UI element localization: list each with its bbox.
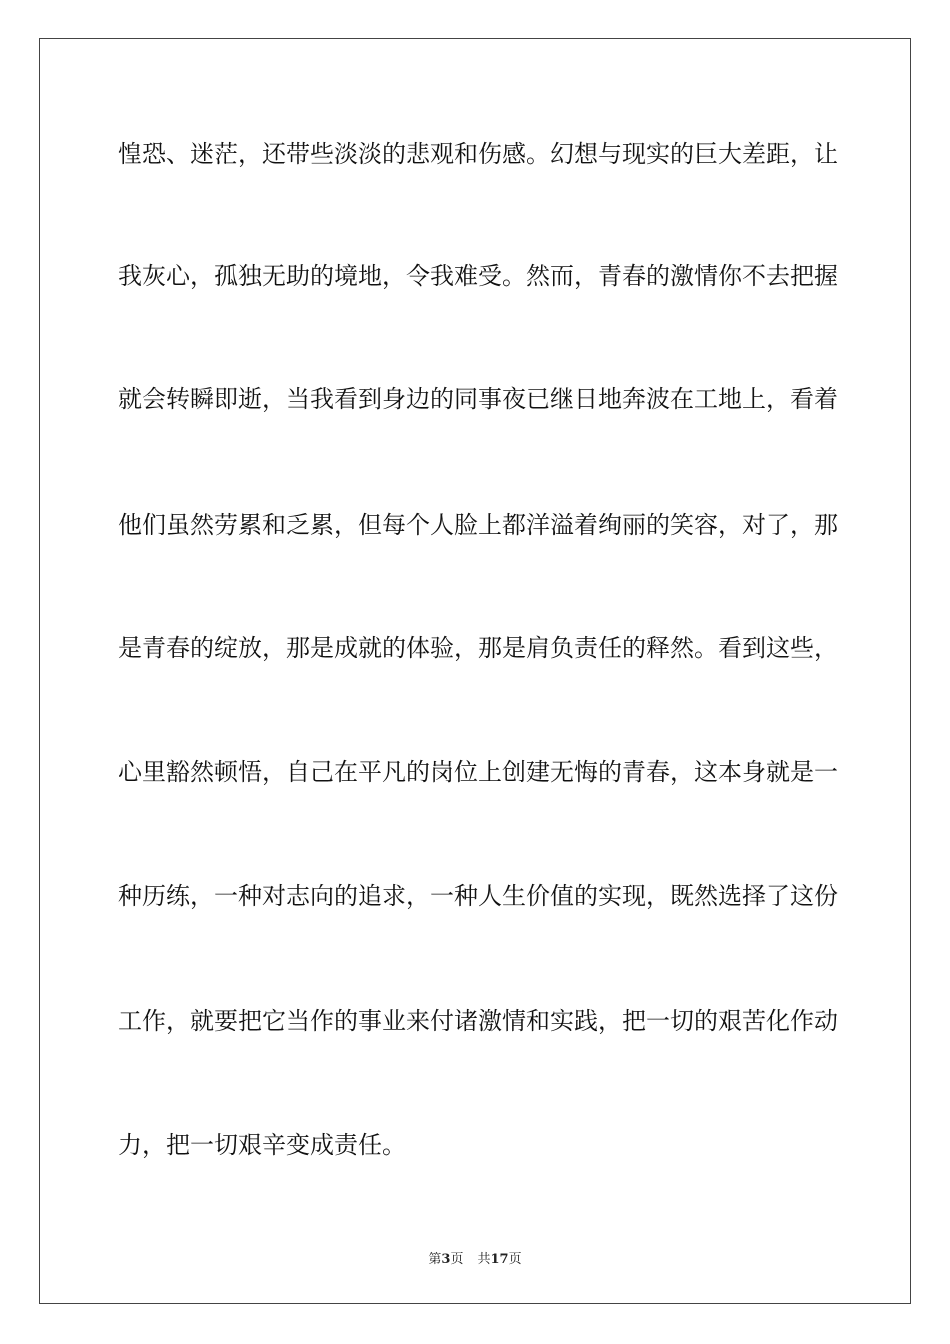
total-suffix: 页: [508, 1252, 522, 1267]
text-line: 力，把一切艰辛变成责任。: [118, 1131, 406, 1159]
page-frame: [39, 38, 911, 1304]
text-line: 是青春的绽放，那是成就的体验，那是肩负责任的释然。看到这些，: [118, 634, 838, 662]
total-pages: 17: [490, 1252, 509, 1267]
text-line: 我灰心，孤独无助的境地，令我难受。然而，青春的激情你不去把握: [118, 262, 838, 290]
text-line: 惶恐、迷茫，还带些淡淡的悲观和伤感。幻想与现实的巨大差距，让: [118, 140, 838, 168]
page-number: 3: [441, 1252, 451, 1267]
text-line: 就会转瞬即逝，当我看到身边的同事夜已继日地奔波在工地上，看着: [118, 385, 838, 413]
page-suffix: 页: [450, 1252, 464, 1267]
page-prefix: 第: [428, 1252, 442, 1267]
text-line: 他们虽然劳累和乏累，但每个人脸上都洋溢着绚丽的笑容，对了，那: [118, 511, 838, 539]
total-prefix: 共: [477, 1252, 491, 1267]
page-footer: [0, 1248, 950, 1267]
text-line: 种历练，一种对志向的追求，一种人生价值的实现，既然选择了这份: [118, 882, 838, 910]
text-line: 心里豁然顿悟，自己在平凡的岗位上创建无悔的青春，这本身就是一: [118, 758, 838, 786]
text-line: 工作，就要把它当作的事业来付诸激情和实践，把一切的艰苦化作动: [118, 1007, 838, 1035]
